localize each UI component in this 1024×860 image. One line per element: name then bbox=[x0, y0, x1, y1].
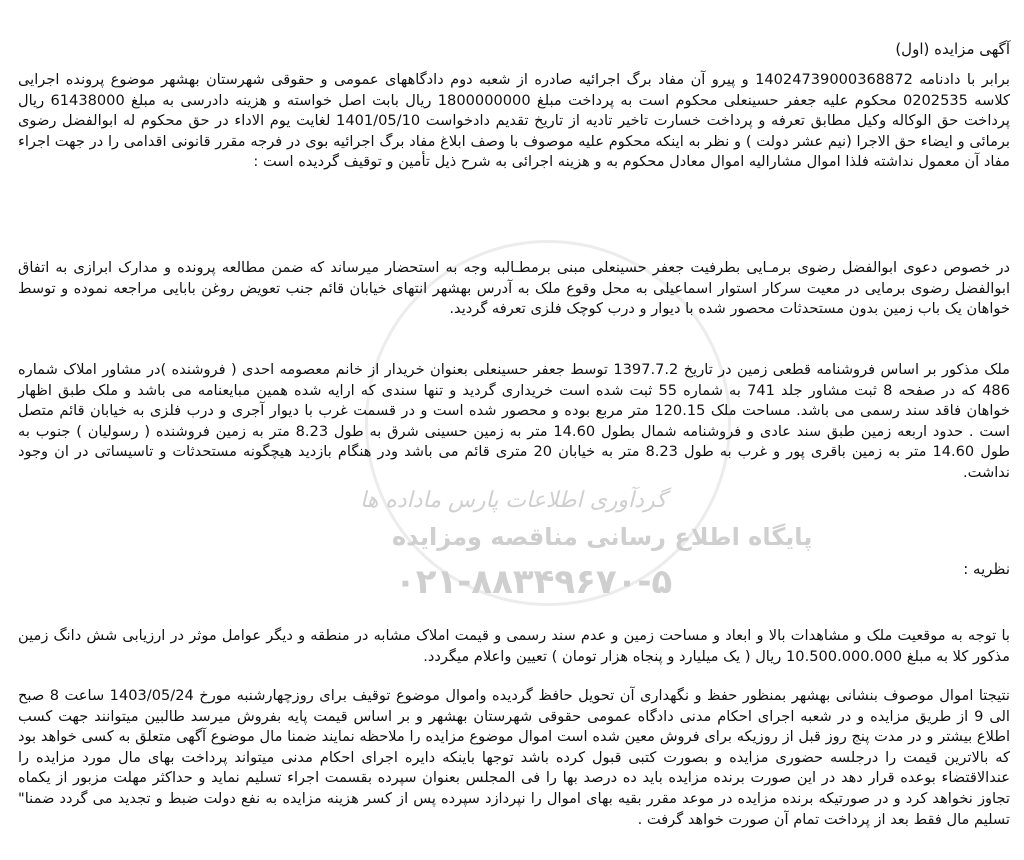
paragraph-site-visit: در خصوص دعوی ابوالفضل رضوی برمـایی بطرفیت جعفر حسینعلی مبنی برمطـالبه وجه به استحضار میرساند که ضمن مطالعه پرونده و مدارک ابرازی به اتفاق ابوالفضل رضوی برمایی در معیت سرکار استوار اسماعیلی به محل وقوع ملک به آدرس بهشهر انتهای خیابان قائم جنب تعویض روغن بابایی مراجعه نموده و توسط خواهان یک باب زمین بدون مستحدثات محصور شده با دیوار و درب کوچک فلزی تعرفه گردید. bbox=[18, 259, 1010, 318]
paragraph-property-description: ملک مذکور بر اساس فروشنامه قطعی زمین در تاریخ 1397.7.2 توسط جعفر حسینعلی بعنوان خریدار از خانم معصومه احدی ( فروشنده )در مشاور املاک شماره 486 که در صفحه 8 ثبت مشاور جلد 741 به شماره 55 ثبت شده است خریداری گردید و تنها سندی که ارایه شده همین مبایعنامه می باشد و ملک طبق اظهار خواهان فاقد سند رسمی می باشد. مساحت ملک 120.15 متر مربع بوده و محصور شده است و در قسمت غرب با دیوار آجری و درب فلزی به خیابان قائم متصل است . حدود اربعه زمین طبق سند عادی و فروشنامه شمال بطول 14.60 متر به زمین حسینی شرق به طول 8.23 متر به زمین فروشنده ( رسولیان ) جنوب به طول 14.60 متر به زمین باقری پور و غرب به طول 8.23 متر به خیابان 20 متری قائم می باشد ودر هنگام بازدید هیچگونه مستحدثات و تاسیساتی در ان وجود نداشت. bbox=[18, 361, 1010, 481]
paragraph-execution-order: برابر با دادنامه 14024739000368872 و پیرو آن مفاد برگ اجرائیه صادره از شعبه دوم دادگاههای عمومی و حقوقی شهرستان بهشهر موضوع پرونده اجرایی کلاسه 0202535 محکوم علیه جعفر حسینعلی محکوم است به پرداخت مبلغ 1800000000 ریال بابت اصل خواسته و هزینه دادرسی به مبلغ 61438000 ریال پرداخت حق الوکاله وکیل مطابق تعرفه و پرداخت خسارت تاخیر تادیه از تاریخ تقدیم دادخواست 1401/05/10 لغایت یوم الاداء در حق محکوم له ابوالفضل رضوی برمائی و ایضاء حق الاجرا (نیم عشر دولت ) و نظر به اینکه محکوم علیه موصوف با وصف ابلاغ مفاد برگ اجرائیه بوی در فرجه مقرر قانونی اقدامی را در جهت اجراء مفاد آن معمول نداشته فلذا اموال مشارالیه اموال معادل محکوم به و هزینه اجرائی به شرح ذیل تأمین و توقیف گردیده است : bbox=[18, 71, 1010, 171]
notice-title: آگهی مزایده (اول) bbox=[895, 40, 1010, 58]
paragraph-valuation: با توجه به موقعیت ملک و مشاهدات بالا و ابعاد و مساحت زمین و عدم سند رسمی و قیمت املاک مشابه در منطقه و دیگر عوامل موثر در ارزیابی شش دانگ زمین مذکور کلا به مبلغ 10.500.000.000 ریال ( یک میلیارد و پنجاه هزار تومان ) تعیین واعلام میگردد. bbox=[18, 627, 1010, 665]
opinion-label: نظریه : bbox=[963, 560, 1010, 578]
paragraph-auction-terms: نتیجتا اموال موصوف بنشانی بهشهر بمنظور حفظ و نگهداری آن تحویل حافظ گردیده واموال موضوع توقیف برای روزچهارشنبه مورخ 1403/05/24 ساعت 8 صبح الی 9 از طریق مزایده و در شعبه اجرای احکام مدنی دادگاه عمومی حقوقی شهرستان بهشهر و بر اساس قیمت پایه بفروش میرسد طالبین میتوانند جهت کسب اطلاع بیشتر و در مدت پنج روز قبل از روزیکه برای فروش معین شده است اموال موضوع مزایده را ملاحظه نمایند ضمنا مال موضوع آگهی متعلق به کسی خواهد بود که بالاترین قیمت را درجلسه حضوری مزایده و بصورت کتبی قبول کرده باشد توجها باینکه دایره اجرای احکام مدنی میتواند پرداخت بهای مال مورد مزایده را عندالاقتضاء بوعده قرار دهد در این صورت برنده مزایده باید ده درصد بها را فی المجلس بعنوان سپرده بقسمت اجراء تسلیم نماید و حداکثر مهلت مزبور از یکماه تجاوز نخواهد کرد و در صورتیکه برنده مزایده در موعد مقرر بقیه بهای اموال را نپردازد سپرده پس از کسر هزینه مزایده به نفع دولت ضبط و تجدید می گردد ضمنا" تسلیم مال فقط بعد از پرداخت تمام آن صورت خواهد گرفت . bbox=[18, 687, 1010, 828]
watermark-line-1: گردآوری اطلاعات پارس ماداده ها bbox=[360, 488, 667, 513]
watermark-phone: ۰۲۱-۸۸۳۴۹۶۷۰-۵ bbox=[395, 562, 673, 602]
watermark-line-2: پایگاه اطلاع رسانی مناقصه ومزایده bbox=[392, 523, 813, 551]
